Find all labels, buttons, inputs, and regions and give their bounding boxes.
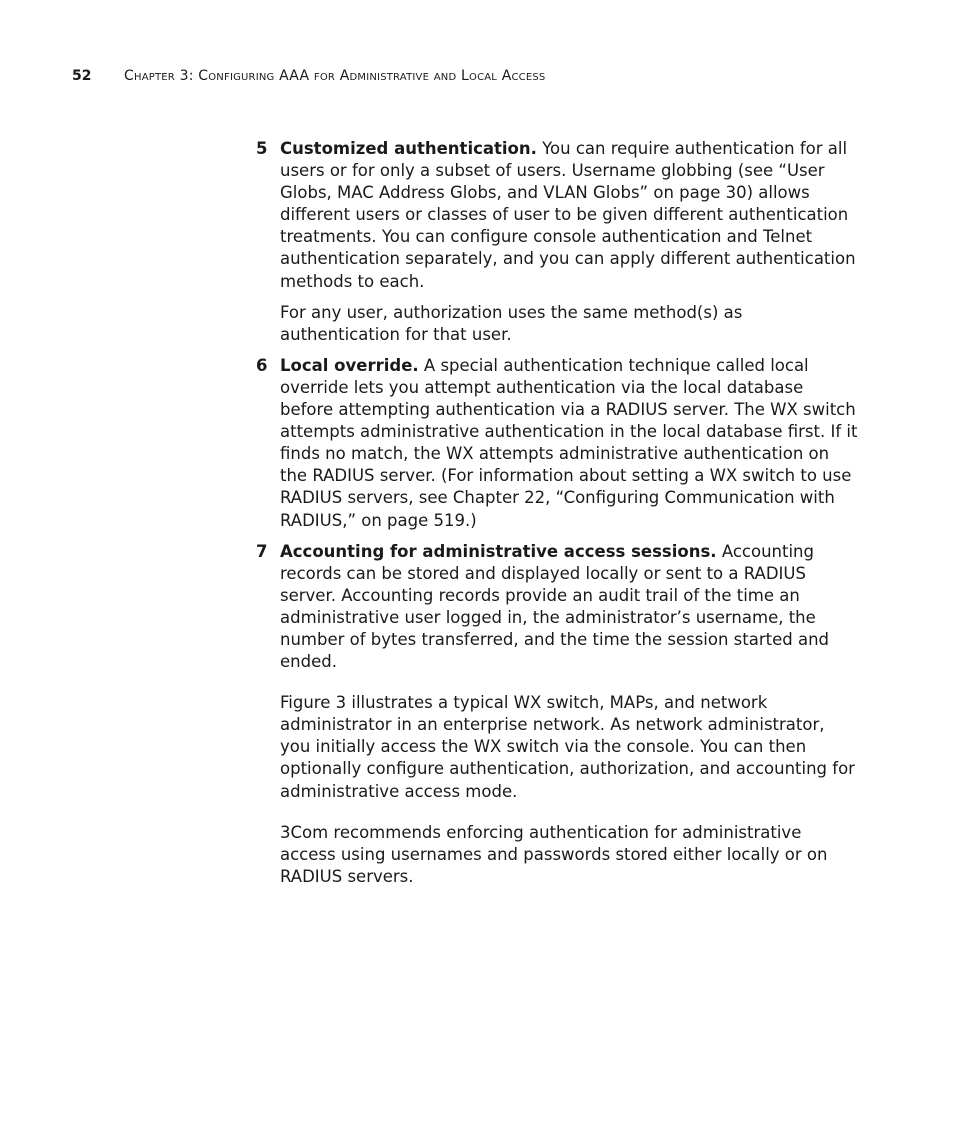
item-followup: For any user, authorization uses the same method(s) as authentication for that user. <box>280 302 743 344</box>
item-lead: Local override. <box>280 355 419 375</box>
item-number: 5 <box>256 139 268 158</box>
body-content <box>256 138 860 888</box>
item-lead: Accounting for administrative access sessions. <box>280 541 717 561</box>
running-header <box>72 66 545 86</box>
list-item-5 <box>256 138 860 293</box>
page-number: 52 <box>72 68 92 84</box>
chapter-title: Chapter 3: Configuring AAA for Administrative and Local Access <box>124 68 546 84</box>
body-paragraph: 3Com recommends enforcing authentication for administrative access using usernames and passwords stored either locally or on RADIUS servers. <box>280 822 828 886</box>
item-text: A special authentication technique called local override lets you attempt authentication via the local database before attempting authentication via a RADIUS server. The WX switch attempts administrative authentication in the local database first. If it finds no match, the WX attempts administrative authentication on the RADIUS server. (For information about setting a WX switch to use RADIUS servers, see Chapter 22, “Configuring Communication with RADIUS,” on page 519.) <box>280 355 858 530</box>
item-number: 7 <box>256 541 268 561</box>
item-text: You can require authentication for all users or for only a subset of users. Username globbing (see “User Globs, MAC Address Globs, and VLAN Globs” on page 30) allows different users or classes of user to be given different authentication treatments. You can configure console authentication and Telnet authentication separately, and you can apply different authentication methods to each. <box>280 139 856 291</box>
item-number: 6 <box>256 355 268 375</box>
item-lead: Customized authentication. <box>280 139 537 158</box>
item-text: Accounting records can be stored and displayed locally or sent to a RADIUS server. Accounting records provide an audit trail of the time an administrative user logged in, the administrator’s username, the number of bytes transferred, and the time the session started and ended. <box>280 541 830 672</box>
list-item-6 <box>256 355 860 532</box>
list-item-7 <box>256 541 860 674</box>
body-paragraph: Figure 3 illustrates a typical WX switch, MAPs, and network administrator in an enterprise network. As network administrator, you initially access the WX switch via the console. You can then optionally configure authentication, authorization, and accounting for administrative access mode. <box>280 693 855 801</box>
